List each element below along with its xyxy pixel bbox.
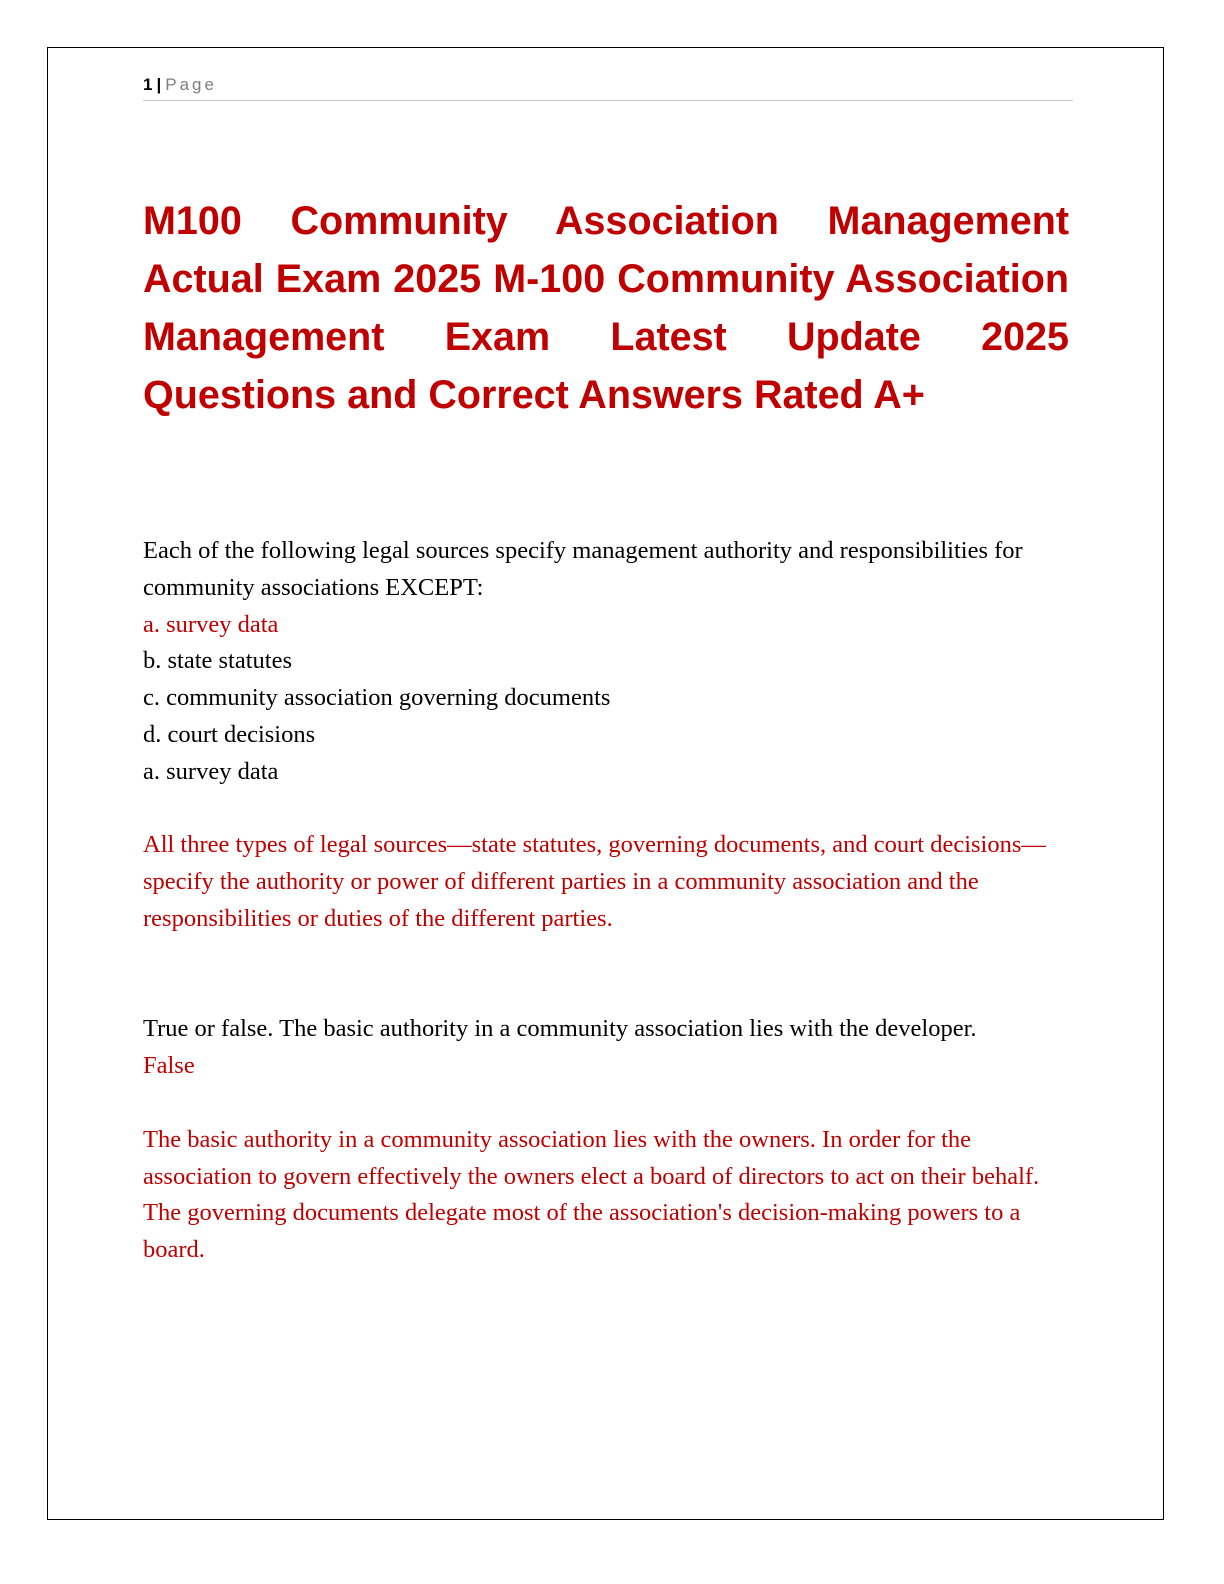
spacer	[143, 791, 1073, 828]
question-block-1	[143, 533, 1073, 938]
question-prompt: Each of the following legal sources specify management authority and responsibilities for community associations EXCEPT:	[143, 537, 1023, 601]
answer-option-c: c. community association governing documents	[143, 684, 611, 712]
spacer	[143, 938, 1073, 1012]
document-title: M100 Community Association Management Actual Exam 2025 M-100 Community Association Management Exam Latest Update 2025 Questions and Correct Answers Rated A+	[143, 199, 1069, 417]
answer-option-a-highlighted: a. survey data	[143, 610, 279, 638]
page-label: Page	[165, 75, 217, 94]
question-block-2	[143, 1011, 1073, 1269]
answer-option-d: d. court decisions	[143, 720, 316, 748]
spacer	[143, 1085, 1073, 1122]
page-header	[143, 74, 1073, 101]
document-body	[143, 533, 1073, 1269]
correct-answer: a. survey data	[143, 757, 279, 785]
page-number: 1	[143, 75, 153, 94]
page-separator: |	[156, 75, 162, 94]
correct-answer: False	[143, 1052, 195, 1080]
answer-option-b: b. state statutes	[143, 647, 293, 675]
question-prompt: True or false. The basic authority in a community association lies with the developer.	[143, 1015, 977, 1043]
answer-explanation: The basic authority in a community association lies with the owners. In order for the association to govern effectively the owners elect a board of directors to act on their behalf. The governing documents delegate most of the association's decision-making powers to a board.	[143, 1125, 1040, 1264]
answer-explanation: All three types of legal sources—state statutes, governing documents, and court decisions—specify the authority or power of different parties in a community association and the responsibilities or duties of the different parties.	[143, 831, 1046, 932]
